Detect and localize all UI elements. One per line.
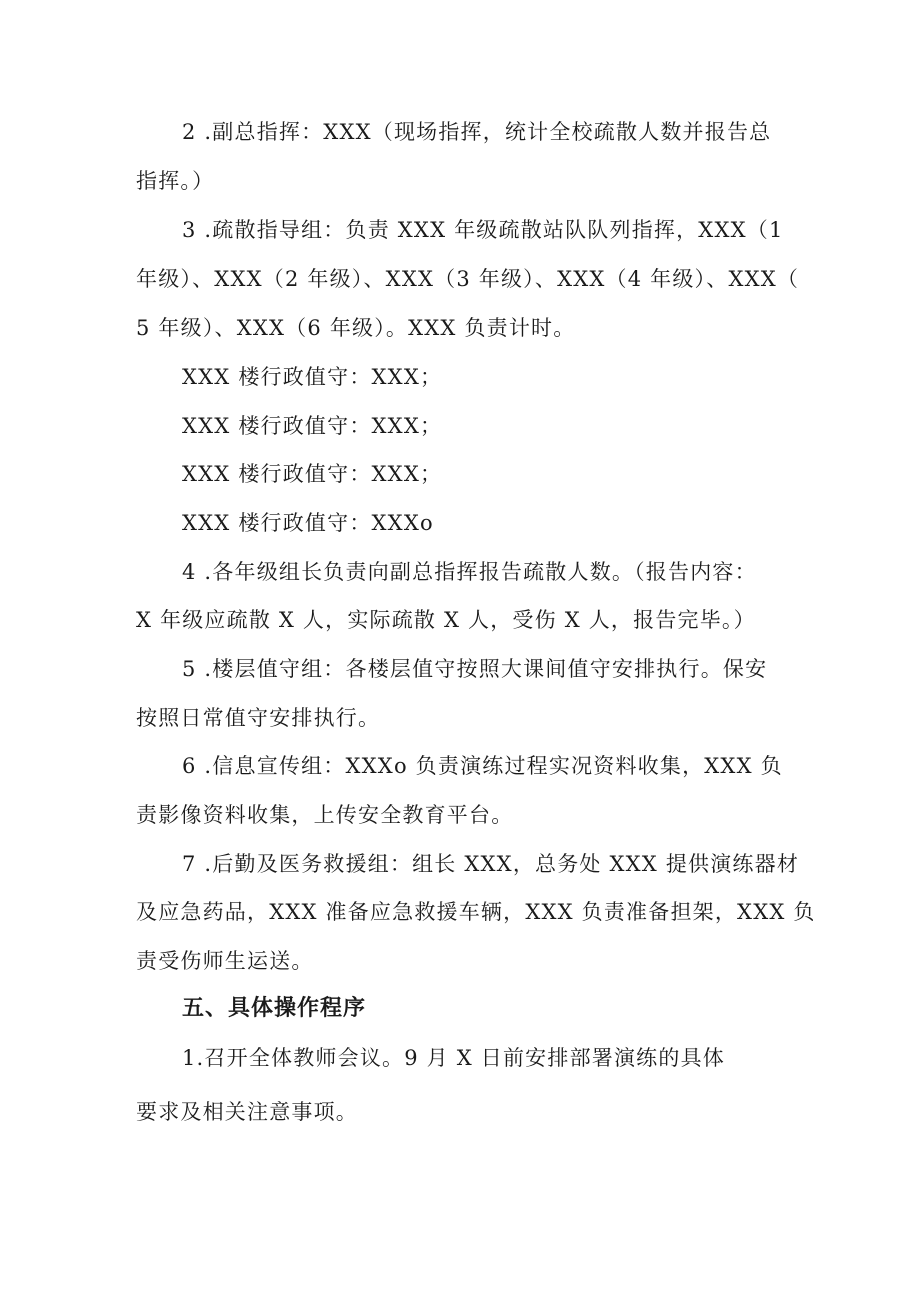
paragraph-line: 按照日常值守安排执行。: [136, 706, 381, 730]
paragraph-line: 要求及相关注意事项。: [136, 1100, 358, 1124]
paragraph-line: 6 .信息宣传组：XXXo 负责演练过程实况资料收集，XXX 负: [182, 754, 783, 778]
paragraph-line: 责受伤师生运送。: [136, 949, 314, 973]
paragraph-line: XXX 楼行政值守：XXX；: [182, 365, 443, 389]
paragraph-line: 责影像资料收集，上传安全教育平台。: [136, 803, 514, 827]
paragraph-line: 及应急药品，XXX 准备应急救援车辆，XXX 负责准备担架，XXX 负: [136, 900, 816, 924]
paragraph-line: 指挥。）: [136, 169, 215, 193]
paragraph-line: X 年级应疏散 X 人，实际疏散 X 人，受伤 X 人，报告完毕。）: [136, 608, 756, 632]
paragraph-line: XXX 楼行政值守：XXX；: [182, 462, 443, 486]
paragraph-line: 5 年级）、XXX（6 年级）。XXX 负责计时。: [136, 316, 576, 340]
paragraph-line: 5 .楼层值守组：各楼层值守按照大课间值守安排执行。保安: [182, 657, 768, 681]
paragraph-line: 2 .副总指挥：XXX（现场指挥，统计全校疏散人数并报告总: [182, 120, 772, 144]
paragraph-line: 3 .疏散指导组：负责 XXX 年级疏散站队队列指挥，XXX（1: [182, 218, 784, 242]
paragraph-line: 4 .各年级组长负责向副总指挥报告疏散人数。（报告内容：: [182, 560, 757, 584]
paragraph-line: XXX 楼行政值守：XXX；: [182, 414, 443, 438]
section-heading: 五、具体操作程序: [182, 996, 367, 1021]
paragraph-line: 1.召开全体教师会议。9 月 X 日前安排部署演练的具体: [182, 1046, 725, 1070]
paragraph-line: 7 .后勤及医务救援组：组长 XXX，总务处 XXX 提供演练器材: [182, 852, 800, 876]
paragraph-line: XXX 楼行政值守：XXXo: [182, 511, 434, 535]
paragraph-line: 年级）、XXX（2 年级）、XXX（3 年级）、XXX（4 年级）、XXX（: [136, 267, 800, 291]
